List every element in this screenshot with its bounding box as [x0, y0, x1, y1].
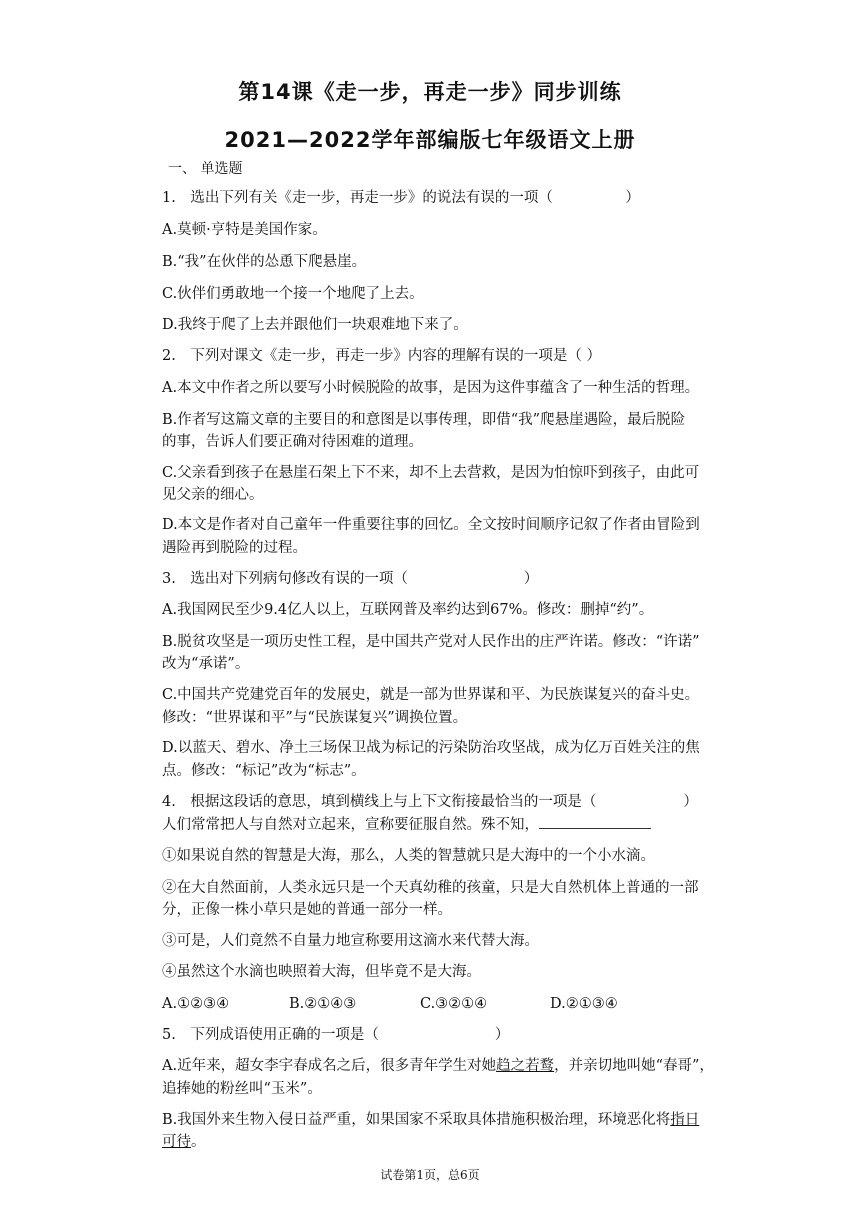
q1-option-a: A.莫顿·亨特是美国作家。 — [162, 222, 327, 238]
q3-option-c-line2: 修改：“世界谋和平”与“民族谋复兴”调换位置。 — [162, 710, 468, 726]
q4-option-a: A.①②③④ — [162, 996, 230, 1012]
q1-option-b: B.“我”在伙伴的怂恿下爬悬崖。 — [162, 254, 367, 270]
q2-option-d-line1: D.本文是作者对自己童年一件重要往事的回忆。全文按时间顺序记叙了作者由冒险到 — [162, 517, 700, 533]
q5-a-text-after: ，并亲切地叫她“春哥”， — [554, 1058, 714, 1074]
q4-option-d: D.②①③④ — [550, 996, 618, 1012]
q1-stem: 1. 选出下列有关《走一步，再走一步》的说法有误的一项（ ） — [162, 190, 640, 206]
q2-option-b-line2: 的事，告诉人们要正确对待困难的道理。 — [162, 434, 423, 450]
q3-option-b-line2: 改为“承诺”。 — [162, 656, 250, 672]
q5-option-b-line1 — [162, 1110, 699, 1130]
q5-a-idiom: 趋之若鹜 — [496, 1058, 555, 1074]
q3-option-c-line1: C.中国共产党建党百年的发展史，就是一部为世界谋和平、为民族谋复兴的奋斗史。 — [162, 687, 700, 703]
q4-stem: 4. 根据这段话的意思，填到横线上与上下文衔接最恰当的一项是（ ） — [162, 794, 698, 810]
q2-option-b-line1: B.作者写这篇文章的主要目的和意图是以事传理，即借“我”爬悬崖遇险，最后脱险 — [162, 412, 686, 428]
q2-option-c-line1: C.父亲看到孩子在悬崖石架上下不来，却不上去营救，是因为怕惊吓到孩子，由此可 — [162, 465, 700, 481]
q5-a-text-before: A.近年来，超女李宇春成名之后，很多青年学生对她 — [162, 1058, 497, 1074]
page-title: 第14课《走一步，再走一步》同步训练 — [238, 80, 622, 104]
q4-sentence-2-line2: 分，正像一株小草只是她的普通一部分一样。 — [162, 902, 452, 918]
fill-blank-line — [539, 814, 651, 829]
page-footer: 试卷第1页，总6页 — [380, 1168, 480, 1182]
q3-option-a: A.我国网民至少9.4亿人以上，互联网普及率约达到67%。修改：删掉“约”。 — [162, 602, 654, 618]
q1-option-d: D.我终于爬了上去并跟他们一块艰难地下来了。 — [162, 317, 468, 333]
q2-option-c-line2: 见父亲的细心。 — [162, 487, 264, 503]
q5-option-b-line2 — [162, 1132, 206, 1152]
q4-option-c: C.③②①④ — [420, 996, 488, 1012]
q5-option-a-line1 — [162, 1056, 714, 1076]
q5-b-text-before: B.我国外来生物入侵日益严重，如果国家不采取具体措施积极治理，环境恶化将 — [162, 1112, 671, 1128]
q5-b-text-after: 。 — [191, 1134, 206, 1150]
q2-option-d-line2: 遇险再到脱险的过程。 — [162, 540, 307, 556]
q3-stem: 3. 选出对下列病句修改有误的一项（ ） — [162, 571, 539, 587]
q5-b-idiom-part2: 可待 — [162, 1134, 191, 1150]
page-subtitle: 2021—2022学年部编版七年级语文上册 — [224, 128, 636, 152]
q4-option-b: B.②①④③ — [289, 996, 357, 1012]
q2-stem: 2. 下列对课文《走一步，再走一步》内容的理解有误的一项是（ ） — [162, 348, 601, 364]
section-heading: 一、 单选题 — [168, 161, 243, 177]
q4-options — [162, 994, 618, 1014]
q1-option-c: C.伙伴们勇敢地一个接一个地爬了上去。 — [162, 286, 424, 302]
q4-passage — [162, 814, 651, 835]
q5-b-idiom-part1: 指日 — [670, 1112, 700, 1128]
q4-passage-text: 人们常常把人与自然对立起来，宣称要征服自然。殊不知， — [162, 817, 539, 833]
q3-option-d-line1: D.以蓝天、碧水、净土三场保卫战为标记的污染防治攻坚战，成为亿万百姓关注的焦 — [162, 740, 700, 756]
q4-sentence-1: ①如果说自然的智慧是大海，那么，人类的智慧就只是大海中的一个小水滴。 — [162, 848, 655, 864]
q5-stem: 5. 下列成语使用正确的一项是（ ） — [162, 1027, 510, 1043]
q4-sentence-2-line1: ②在大自然面前，人类永远只是一个天真幼稚的孩童，只是大自然机体上普通的一部 — [162, 880, 699, 896]
q5-option-a-line2: 追捧她的粉丝叫“玉米”。 — [162, 1081, 322, 1097]
q2-option-a: A.本文中作者之所以要写小时候脱险的故事，是因为这件事蕴含了一种生活的哲理。 — [162, 380, 700, 396]
q4-sentence-4: ④虽然这个水滴也映照着大海，但毕竟不是大海。 — [162, 964, 481, 980]
q3-option-d-line2: 点。修改：“标记”改为“标志”。 — [162, 763, 366, 779]
q3-option-b-line1: B.脱贫攻坚是一项历史性工程，是中国共产党对人民作出的庄严许诺。修改：“许诺” — [162, 634, 700, 650]
q4-sentence-3: ③可是，人们竟然不自量力地宣称要用这滴水来代替大海。 — [162, 933, 539, 949]
